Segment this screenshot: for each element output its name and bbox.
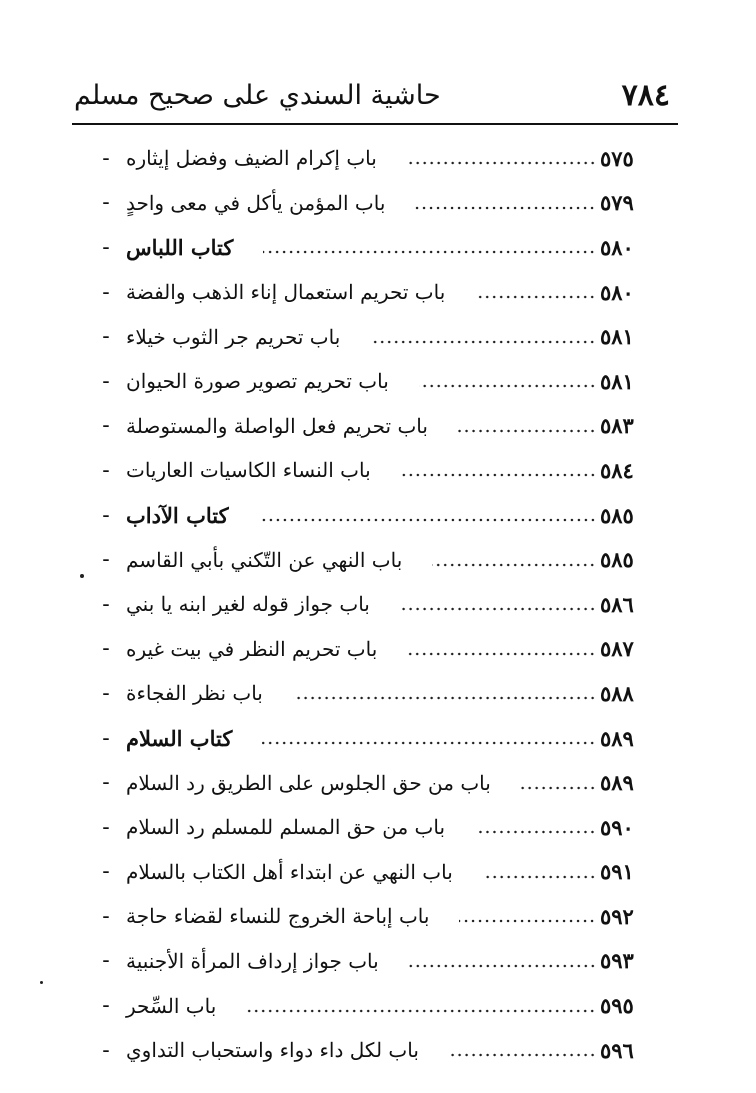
entry-dash: -: [102, 725, 110, 751]
entry-page-number: ٥٨١: [600, 324, 634, 350]
toc-entry: [96, 270, 656, 315]
entry-title: باب لكل داء دواء واستحباب التداوي: [126, 1038, 419, 1063]
entry-page-number: ٥٧٩: [600, 190, 634, 216]
entry-dash: -: [102, 279, 110, 305]
entry-page-number: ٥٩٢: [600, 903, 634, 929]
dot-leader: [432, 561, 596, 569]
dot-leader: [407, 159, 596, 167]
toc-entry: [96, 805, 656, 850]
entry-dash: -: [102, 1037, 110, 1063]
toc-entry: [96, 181, 656, 226]
dot-leader: [458, 427, 596, 435]
entry-title: باب إكرام الضيف وفضل إيثاره: [126, 146, 377, 171]
entry-dash: -: [102, 368, 110, 394]
dot-leader: [400, 605, 596, 613]
dot-leader: [370, 338, 596, 346]
dot-leader: [262, 739, 596, 747]
toc-entry: [96, 983, 656, 1028]
entry-dash: -: [102, 770, 110, 796]
entry-dash: -: [102, 814, 110, 840]
entry-dash: -: [102, 993, 110, 1019]
entry-page-number: ٥٩٦: [600, 1037, 634, 1063]
toc-entry: [96, 627, 656, 672]
entry-page-number: ٥٧٥: [600, 145, 634, 171]
print-speck: [80, 574, 84, 578]
dot-leader: [449, 1051, 596, 1059]
entry-page-number: ٥٩٠: [600, 814, 634, 840]
entry-dash: -: [102, 502, 110, 528]
toc-chapter-heading: [96, 716, 656, 761]
toc-entry: [96, 404, 656, 449]
toc-chapter-heading: [96, 225, 656, 270]
print-speck: [40, 981, 43, 984]
dot-leader: [407, 650, 596, 658]
entry-dash: -: [102, 457, 110, 483]
entry-title: باب تحريم فعل الواصلة والمستوصلة: [126, 413, 428, 438]
entry-title: باب إباحة الخروج للنساء لقضاء حاجة: [126, 904, 430, 929]
toc-entry: [96, 314, 656, 359]
toc-entry: [96, 359, 656, 404]
toc-entry: [96, 760, 656, 805]
running-title: حاشية السندي على صحيح مسلم: [74, 80, 441, 111]
entry-dash: -: [102, 547, 110, 573]
toc-entry: [96, 1028, 656, 1073]
entry-title: باب تحريم تصوير صورة الحيوان: [126, 369, 389, 394]
entry-page-number: ٥٩٣: [600, 948, 634, 974]
entry-page-number: ٥٨٦: [600, 591, 634, 617]
dot-leader: [246, 1007, 596, 1015]
entry-page-number: ٥٨٣: [600, 413, 634, 439]
toc-entry: [96, 894, 656, 939]
entry-title: باب المؤمن يأكل في معى واحدٍ: [126, 190, 386, 215]
page-number: ٧٨٤: [621, 78, 670, 113]
entry-page-number: ٥٩٥: [600, 993, 634, 1019]
entry-dash: -: [102, 903, 110, 929]
entry-title: كتاب السلام: [126, 725, 233, 751]
dot-leader: [419, 382, 596, 390]
dot-leader: [263, 248, 596, 256]
table-of-contents: [96, 136, 656, 1072]
toc-entry: [96, 582, 656, 627]
header-rule: [72, 123, 678, 125]
entry-dash: -: [102, 680, 110, 706]
entry-title: باب النهي عن ابتداء أهل الكتاب بالسلام: [126, 859, 453, 884]
entry-title: كتاب اللباس: [126, 234, 234, 260]
dot-leader: [415, 204, 596, 212]
entry-title: باب السِّحر: [126, 993, 217, 1018]
entry-title: باب تحريم استعمال إناء الذهب والفضة: [126, 280, 446, 305]
entry-title: باب نظر الفجاءة: [126, 681, 263, 706]
entry-dash: -: [102, 591, 110, 617]
entry-page-number: ٥٨٠: [600, 279, 634, 305]
entry-page-number: ٥٨٤: [600, 457, 634, 483]
toc-entry: [96, 671, 656, 716]
entry-page-number: ٥٨٥: [600, 547, 634, 573]
entry-dash: -: [102, 413, 110, 439]
entry-dash: -: [102, 190, 110, 216]
entry-title: كتاب الآداب: [126, 502, 229, 528]
dot-leader: [483, 873, 596, 881]
toc-entry: [96, 939, 656, 984]
entry-title: باب جواز قوله لغير ابنه يا بني: [126, 592, 370, 617]
entry-title: باب من حق الجلوس على الطريق رد السلام: [126, 770, 491, 795]
entry-page-number: ٥٨٧: [600, 636, 634, 662]
dot-leader: [475, 828, 596, 836]
dot-leader: [521, 784, 596, 792]
entry-dash: -: [102, 636, 110, 662]
entry-title: باب جواز إرداف المرأة الأجنبية: [126, 948, 379, 973]
entry-page-number: ٥٨٩: [600, 725, 634, 751]
entry-title: باب النهي عن التّكني بأبي القاسم: [126, 547, 403, 572]
toc-entry: [96, 448, 656, 493]
entry-dash: -: [102, 234, 110, 260]
entry-page-number: ٥٨٥: [600, 502, 634, 528]
toc-chapter-heading: [96, 493, 656, 538]
toc-entry: [96, 850, 656, 895]
entry-page-number: ٥٨٠: [600, 234, 634, 260]
dot-leader: [475, 293, 596, 301]
entry-title: باب النساء الكاسيات العاريات: [126, 458, 371, 483]
entry-title: باب تحريم النظر في بيت غيره: [126, 636, 378, 661]
entry-dash: -: [102, 324, 110, 350]
entry-title: باب تحريم جر الثوب خيلاء: [126, 324, 341, 349]
dot-leader: [459, 917, 596, 925]
entry-page-number: ٥٨١: [600, 368, 634, 394]
dot-leader: [259, 516, 596, 524]
entry-dash: -: [102, 145, 110, 171]
entry-dash: -: [102, 859, 110, 885]
toc-entry: [96, 537, 656, 582]
dot-leader: [409, 962, 596, 970]
entry-dash: -: [102, 948, 110, 974]
page-header: [70, 74, 676, 124]
entry-page-number: ٥٨٩: [600, 770, 634, 796]
dot-leader: [293, 694, 596, 702]
entry-title: باب من حق المسلم للمسلم رد السلام: [126, 815, 446, 840]
entry-page-number: ٥٨٨: [600, 680, 634, 706]
entry-page-number: ٥٩١: [600, 859, 634, 885]
dot-leader: [401, 471, 596, 479]
toc-entry: [96, 136, 656, 181]
